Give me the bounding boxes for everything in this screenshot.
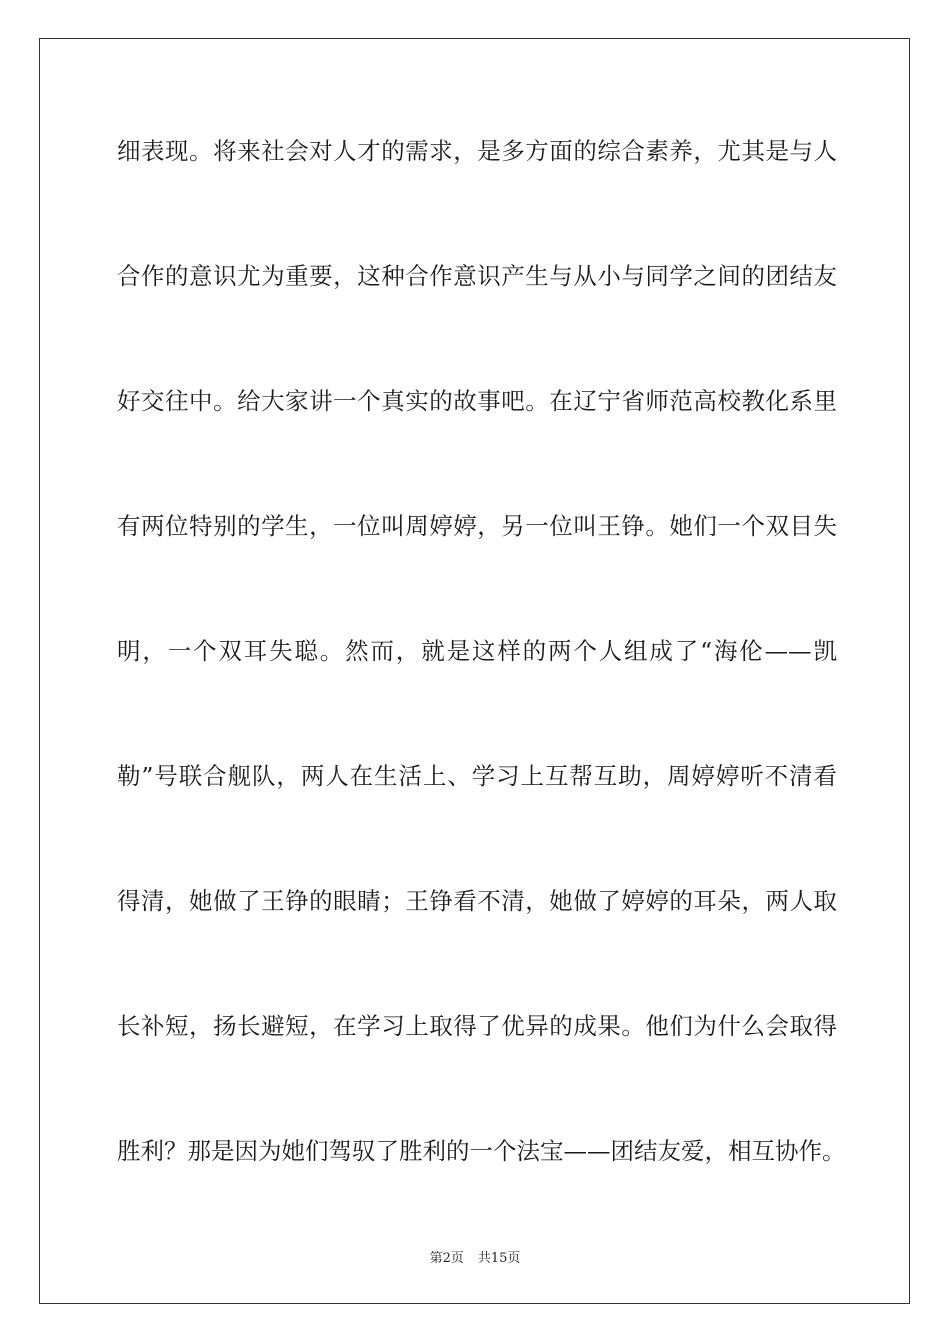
paragraph-line: 勒”号联合舰队，两人在生活上、学习上互帮互助，周婷婷听不清看: [117, 762, 837, 790]
page-total: 共15页: [477, 1251, 521, 1266]
page-footer: [0, 1247, 950, 1266]
paragraph-line: 胜利？那是因为她们驾驭了胜利的一个法宝——团结友爱，相互协作。: [117, 1137, 846, 1165]
paragraph-line: 明，一个双耳失聪。然而，就是这样的两个人组成了“海伦——凯: [117, 637, 837, 665]
document-body: [117, 118, 846, 1243]
paragraph-line: 有两位特别的学生，一位叫周婷婷，另一位叫王铮。她们一个双目失: [117, 512, 837, 540]
paragraph-line: 合作的意识尤为重要，这种合作意识产生与从小与同学之间的团结友: [117, 262, 837, 290]
paragraph-line: 得清，她做了王铮的眼睛；王铮看不清，她做了婷婷的耳朵，两人取: [117, 887, 837, 915]
page-number: 第2页: [429, 1251, 464, 1266]
paragraph-line: 长补短，扬长避短，在学习上取得了优异的成果。他们为什么会取得: [117, 1012, 837, 1040]
paragraph-line: 细表现。将来社会对人才的需求，是多方面的综合素养，尤其是与人: [117, 137, 837, 165]
paragraph-line: 好交往中。给大家讲一个真实的故事吧。在辽宁省师范高校教化系里: [117, 387, 837, 415]
